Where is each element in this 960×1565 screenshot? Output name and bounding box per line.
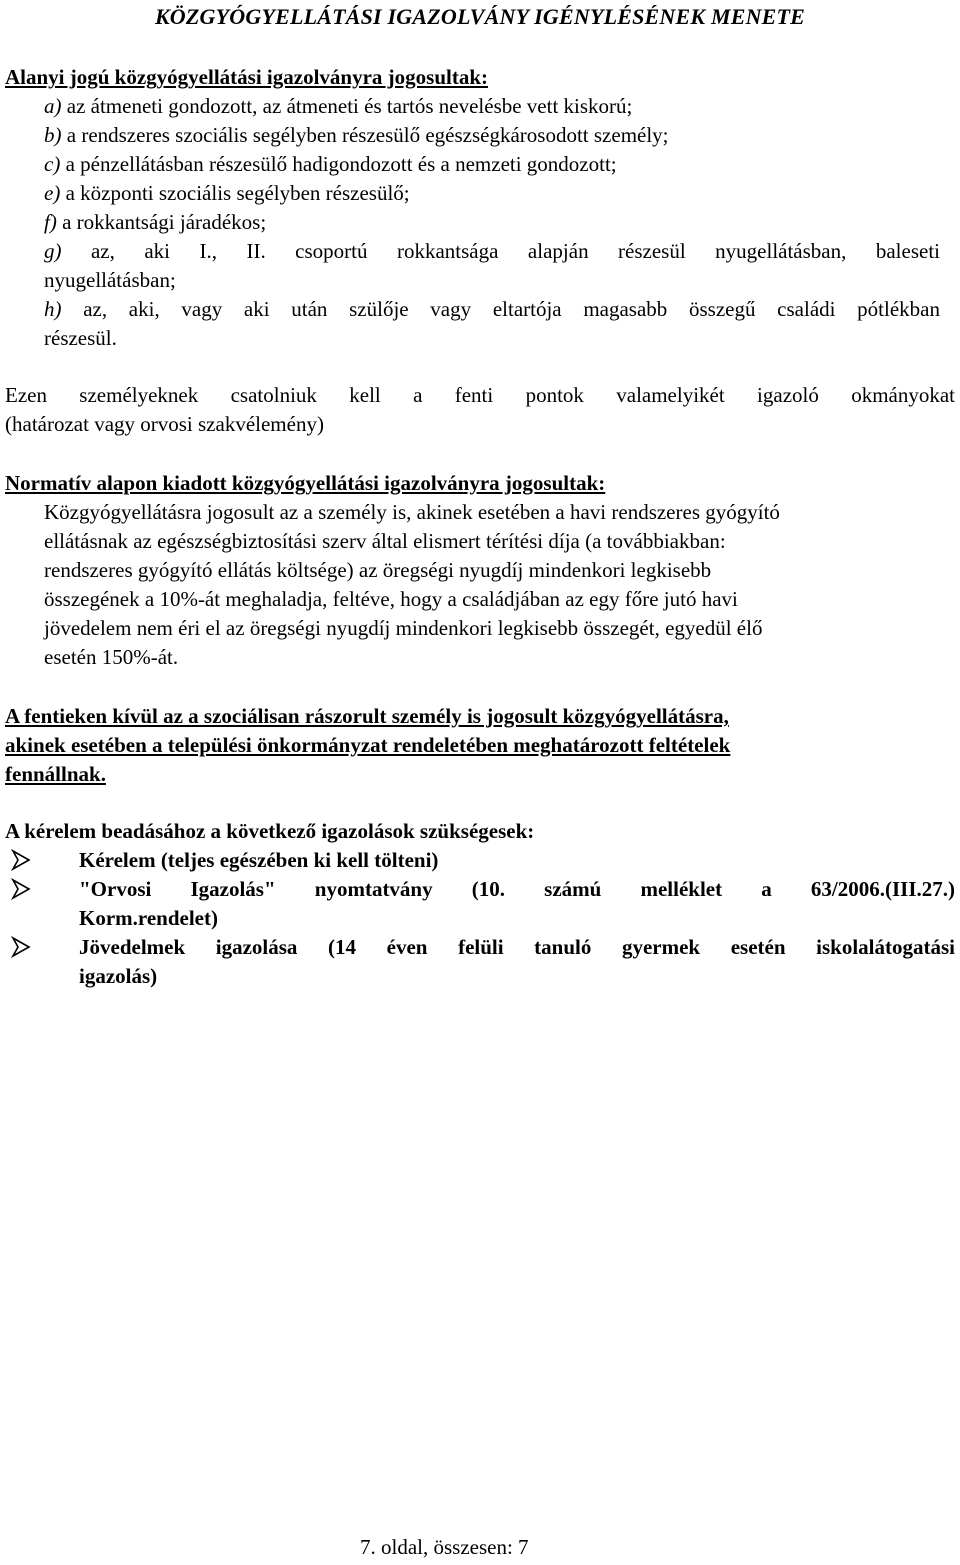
paragraph-line: ellátásnak az egészségbiztosítási szerv által elismert térítési díja (a továbbiakban:	[44, 529, 726, 553]
section3-line: akinek esetében a települési önkormányzat rendeletében meghatározott feltételek	[5, 733, 731, 757]
page-title: KÖZGYÓGYELLÁTÁSI IGAZOLVÁNY IGÉNYLÉSÉNEK MENETE	[154, 4, 806, 29]
bullet-item: "Orvosi Igazolás" nyomtatvány (10. számú melléklet a 63/2006.(III.27.)	[79, 877, 955, 901]
list-item: b) a rendszeres szociális segélyben részesülő egészségkárosodott személy;	[44, 123, 669, 147]
paragraph-line: (határozat vagy orvosi szakvélemény)	[5, 412, 324, 436]
list-item: e) a központi szociális segélyben részesülő;	[44, 181, 410, 205]
list-item-g-line2: nyugellátásban;	[44, 268, 176, 292]
section2-heading: Normatív alapon kiadott közgyógyellátási igazolványra jogosultak:	[5, 471, 606, 495]
paragraph-line: Közgyógyellátásra jogosult az a személy is, akinek esetében a havi rendszeres gyógyító	[44, 500, 780, 524]
section3-line: A fentieken kívül az a szociálisan rászorult személy is jogosult közgyógyellátásra,	[5, 704, 729, 728]
list-item-h-line2: részesül.	[44, 326, 117, 350]
bullet-item-continuation: igazolás)	[79, 964, 158, 988]
page-footer: 7. oldal, összesen: 7	[360, 1535, 529, 1559]
list-item: c) a pénzellátásban részesülő hadigondozott és a nemzeti gondozott;	[44, 152, 617, 176]
paragraph-line: Ezen személyeknek csatolniuk kell a fenti pontok valamelyikét igazoló okmányokat	[5, 383, 955, 407]
paragraph-line: jövedelem nem éri el az öregségi nyugdíj mindenkori legkisebb összegét, egyedül élő	[44, 616, 763, 640]
bullet-item-continuation: Korm.rendelet)	[79, 906, 218, 930]
bullet-item: Kérelem (teljes egészében ki kell tölteni)	[79, 848, 439, 872]
section3-line: fennállnak.	[5, 762, 106, 786]
paragraph-line: esetén 150%-át.	[44, 645, 179, 669]
section1-heading: Alanyi jogú közgyógyellátási igazolványra jogosultak:	[5, 65, 489, 89]
section4-heading: A kérelem beadásához a következő igazolások szükségesek:	[5, 819, 535, 843]
list-item-g-line1: g) az, aki I., II. csoportú rokkantsága alapján részesül nyugellátásban, baleseti	[44, 239, 940, 263]
paragraph-line: rendszeres gyógyító ellátás költsége) az öregségi nyugdíj mindenkori legkisebb	[44, 558, 712, 582]
paragraph-line: összegének a 10%-át meghaladja, feltéve, hogy a családjában az egy főre jutó havi	[44, 587, 738, 611]
arrow-bullet-icon	[10, 878, 32, 900]
arrow-bullet-icon	[10, 936, 32, 958]
bullet-item: Jövedelmek igazolása (14 éven felüli tanuló gyermek esetén iskolalátogatási	[79, 935, 955, 959]
list-item-h-line1: h) az, aki, vagy aki után szülője vagy eltartója magasabb összegű családi pótlékban	[44, 297, 940, 321]
arrow-bullet-icon	[10, 849, 32, 871]
list-item: f) a rokkantsági járadékos;	[44, 210, 267, 234]
list-item: a) az átmeneti gondozott, az átmeneti és tartós nevelésbe vett kiskorú;	[44, 94, 633, 118]
